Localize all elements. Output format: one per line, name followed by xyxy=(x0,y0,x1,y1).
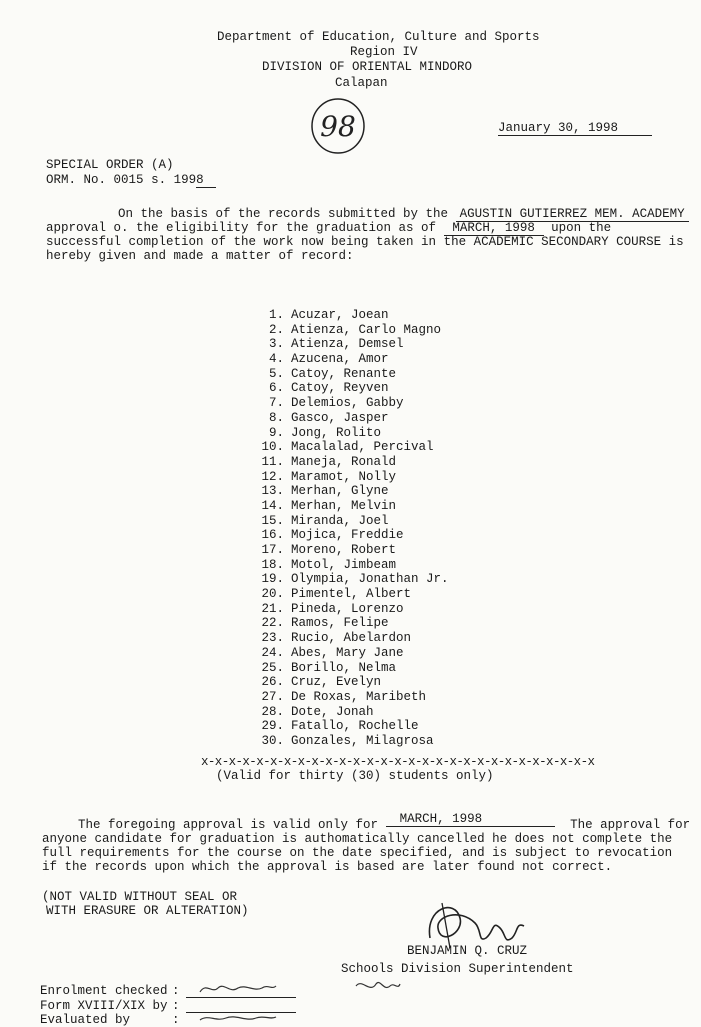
paragraph-line-3: successful completion of the work now being taken in the ACADEMIC SECONDARY COURSE is xyxy=(46,235,684,249)
student-number: 13. xyxy=(261,484,284,499)
student-name: De Roxas, Maribeth xyxy=(291,689,427,704)
student-number: 20. xyxy=(261,587,284,602)
student-name: Merhan, Melvin xyxy=(291,498,397,513)
student-name: Gasco, Jasper xyxy=(291,410,389,425)
enrolment-initials xyxy=(198,980,278,998)
student-row xyxy=(258,381,558,396)
student-number: 24. xyxy=(261,645,284,660)
student-number: 15. xyxy=(261,513,284,528)
student-number: 8. xyxy=(268,410,284,425)
student-row xyxy=(258,440,558,455)
stamp-number: 98 xyxy=(320,110,356,143)
separator-line: x-x-x-x-x-x-x-x-x-x-x-x-x-x-x-x-x-x-x-x-x-x-x-x-x-x-x-x-x xyxy=(201,755,595,769)
student-row xyxy=(258,558,558,573)
student-row xyxy=(258,587,558,602)
closing-text: The foregoing approval is valid only for xyxy=(78,818,379,832)
header-region: Region IV xyxy=(350,45,418,59)
student-number: 29. xyxy=(261,719,284,734)
student-name: Moreno, Robert xyxy=(291,543,397,557)
paragraph-line-2 xyxy=(46,221,611,236)
student-number: 25. xyxy=(261,660,284,675)
student-name: Abes, Mary Jane xyxy=(291,645,404,660)
notice-line-1: (NOT VALID WITHOUT SEAL OR xyxy=(42,890,238,904)
footer-colon: : xyxy=(172,984,180,998)
valid-note: (Valid for thirty (30) students only) xyxy=(216,769,494,783)
school-name: AGUSTIN GUTIERREZ MEM. ACADEMY xyxy=(456,207,689,222)
order-number-line xyxy=(46,173,216,188)
header-division: DIVISION OF ORIENTAL MINDORO xyxy=(262,60,473,74)
order-date: January 30, 1998 xyxy=(498,121,652,136)
order-number-prefix: ORM. No. xyxy=(46,173,107,187)
student-number: 23. xyxy=(261,631,284,646)
signatory-name: BENJAMIN Q. CRUZ xyxy=(407,944,528,958)
notice-line-2: WITH ERASURE OR ALTERATION) xyxy=(46,904,249,918)
student-number: 6. xyxy=(268,381,284,396)
header-city: Calapan xyxy=(335,76,388,90)
student-name: Fatallo, Rochelle xyxy=(291,719,419,734)
student-name: Motol, Jimbeam xyxy=(291,557,397,572)
student-name: Atienza, Demsel xyxy=(291,337,404,352)
student-number: 4. xyxy=(268,352,284,367)
order-series-digit: 8 xyxy=(196,173,216,188)
order-series-prefix: s. 199 xyxy=(151,173,197,187)
student-name: Ramos, Felipe xyxy=(291,616,389,631)
student-row xyxy=(258,426,558,441)
student-number: 27. xyxy=(261,689,284,704)
student-name: Jong, Rolito xyxy=(291,425,382,440)
student-number: 9. xyxy=(268,425,284,440)
student-name: Pimentel, Albert xyxy=(291,587,412,602)
student-number: 21. xyxy=(261,601,284,616)
student-number: 26. xyxy=(261,675,284,690)
student-row xyxy=(258,499,558,514)
student-row xyxy=(258,719,558,734)
student-number: 18. xyxy=(261,557,284,572)
circled-number-stamp xyxy=(308,96,368,156)
student-list xyxy=(258,308,558,749)
student-row xyxy=(258,528,558,543)
closing-text: The approval for xyxy=(570,818,691,832)
student-row xyxy=(258,470,558,485)
student-name: Macalalad, Percival xyxy=(291,440,434,455)
student-name: Maneja, Ronald xyxy=(291,454,397,469)
paragraph-line-4: hereby given and made a matter of record: xyxy=(46,249,354,263)
student-row xyxy=(258,484,558,499)
student-row xyxy=(258,602,558,617)
validity-date: MARCH, 1998 xyxy=(386,812,555,827)
order-number: 0015 xyxy=(113,173,144,187)
student-row xyxy=(258,455,558,470)
student-name: Merhan, Glyne xyxy=(291,484,389,499)
student-row xyxy=(258,705,558,720)
student-name: Catoy, Reyven xyxy=(291,381,389,396)
footer-evaluated-label: Evaluated by xyxy=(40,1013,131,1027)
student-row xyxy=(258,572,558,587)
student-name: Atienza, Carlo Magno xyxy=(291,322,442,337)
paragraph-text: upon the xyxy=(551,221,612,235)
student-row xyxy=(258,675,558,690)
student-name: Catoy, Renante xyxy=(291,366,397,381)
closing-line-2: anyone candidate for graduation is authomatically cancelled he does not complete the xyxy=(42,832,673,846)
student-number: 30. xyxy=(261,733,284,748)
paragraph-text: approval o. the eligibility for the graduation as of xyxy=(46,221,437,235)
header-department: Department of Education, Culture and Sports xyxy=(217,30,540,44)
student-number: 17. xyxy=(261,543,284,557)
student-name: Delemios, Gabby xyxy=(291,396,404,411)
student-name: Olympia, Jonathan Jr. xyxy=(291,572,449,587)
student-number: 19. xyxy=(261,572,284,587)
student-number: 10. xyxy=(261,440,284,455)
footer-enrolment-label: Enrolment checked xyxy=(40,984,168,998)
student-name: Borillo, Nelma xyxy=(291,660,397,675)
closing-line-1 xyxy=(78,812,691,833)
student-name: Rucio, Abelardon xyxy=(291,631,412,646)
student-name: Gonzales, Milagrosa xyxy=(291,733,434,748)
student-row xyxy=(258,396,558,411)
student-row xyxy=(258,646,558,661)
student-row xyxy=(258,323,558,338)
graduation-date: MARCH, 1998 xyxy=(444,221,544,236)
student-name: Pineda, Lorenzo xyxy=(291,601,404,616)
student-name: Dote, Jonah xyxy=(291,704,374,719)
student-number: 5. xyxy=(268,366,284,381)
student-number: 7. xyxy=(268,396,284,411)
order-title: SPECIAL ORDER (A) xyxy=(46,158,174,172)
student-number: 1. xyxy=(268,308,284,322)
evaluated-initials xyxy=(198,1012,278,1024)
student-row xyxy=(258,616,558,631)
footer-colon: : xyxy=(172,999,180,1013)
student-number: 11. xyxy=(261,454,284,469)
student-number: 22. xyxy=(261,616,284,631)
student-row xyxy=(258,631,558,646)
footer-form-label: Form XVIII/XIX by xyxy=(40,999,168,1013)
student-row xyxy=(258,411,558,426)
student-row xyxy=(258,661,558,676)
initials-scribble xyxy=(352,976,402,998)
student-number: 28. xyxy=(261,704,284,719)
student-row xyxy=(258,690,558,705)
student-name: Mojica, Freddie xyxy=(291,528,404,543)
student-name: Maramot, Nolly xyxy=(291,469,397,484)
student-number: 2. xyxy=(268,322,284,337)
closing-line-4: if the records upon which the approval is based are later found not correct. xyxy=(42,860,613,874)
student-number: 12. xyxy=(261,469,284,484)
student-row xyxy=(258,337,558,352)
student-row xyxy=(258,514,558,529)
student-row xyxy=(258,367,558,382)
student-row xyxy=(258,308,558,323)
student-number: 14. xyxy=(261,498,284,513)
student-name: Miranda, Joel xyxy=(291,513,389,528)
footer-colon: : xyxy=(172,1013,180,1027)
student-name: Acuzar, Joean xyxy=(291,308,389,322)
student-number: 3. xyxy=(268,337,284,352)
student-number: 16. xyxy=(261,528,284,543)
student-name: Azucena, Amor xyxy=(291,352,389,367)
student-row xyxy=(258,352,558,367)
student-row xyxy=(258,734,558,749)
student-name: Cruz, Evelyn xyxy=(291,675,382,690)
signatory-title: Schools Division Superintendent xyxy=(341,962,574,976)
paragraph-text: On the basis of the records submitted by the xyxy=(118,207,449,221)
closing-line-3: full requirements for the course on the date specified, and is subject to revocation xyxy=(42,846,673,860)
student-row xyxy=(258,543,558,558)
paragraph-line-1 xyxy=(118,207,689,222)
